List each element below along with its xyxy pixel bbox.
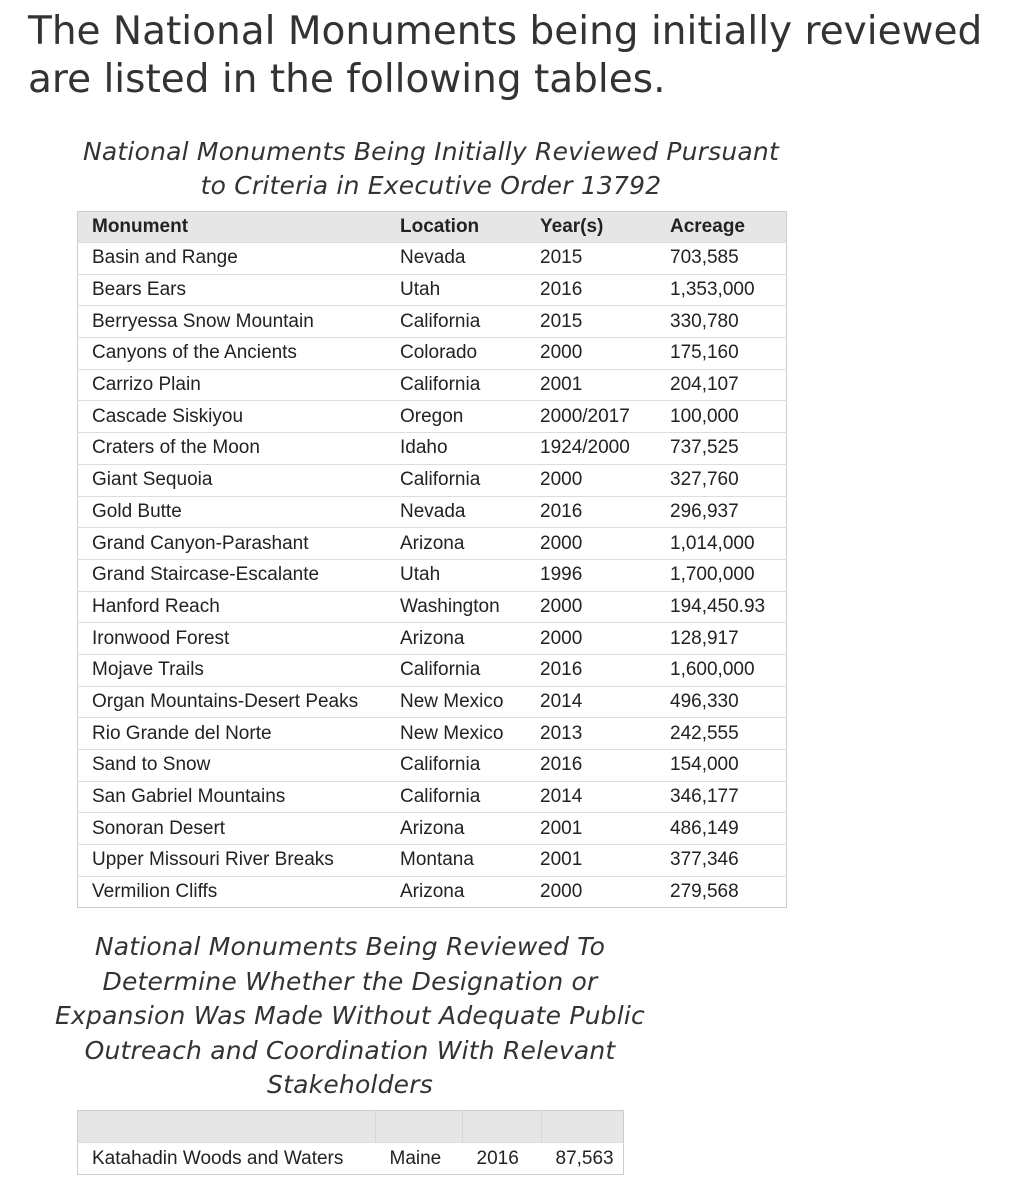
column-header-acreage: Acreage [670, 216, 745, 237]
cell-location: Montana [400, 849, 474, 871]
cell-years: 2015 [540, 247, 583, 269]
cell-location: Nevada [400, 247, 466, 269]
cell-acreage: 330,780 [670, 310, 739, 332]
cell-acreage: 1,014,000 [670, 532, 755, 554]
cell-years: 2016 [540, 500, 583, 522]
table-row [78, 274, 787, 306]
cell-monument: Mojave Trails [92, 659, 204, 681]
cell-location: California [400, 754, 481, 776]
table-row [78, 750, 787, 782]
cell-years: 2000 [540, 532, 583, 554]
cell-acreage: 128,917 [670, 627, 739, 649]
cell-years: 2000 [540, 881, 583, 903]
cell-monument: Gold Butte [92, 500, 182, 522]
cell-location: Washington [400, 595, 500, 617]
cell-location: California [400, 374, 481, 396]
table-row [78, 591, 787, 623]
cell-years: 2000 [540, 595, 583, 617]
cell-monument: Giant Sequoia [92, 469, 213, 491]
monuments-table [77, 211, 787, 908]
cell-acreage: 1,353,000 [670, 279, 755, 301]
cell-monument: Berryessa Snow Mountain [92, 310, 314, 332]
intro-text: The National Monuments being initially reviewed are listed in the following tables. [28, 9, 983, 102]
table-row [78, 369, 787, 401]
cell-acreage: 154,000 [670, 754, 739, 776]
cell-years: 2014 [540, 690, 583, 712]
cell-location: California [400, 659, 481, 681]
cell-acreage: 279,568 [670, 881, 739, 903]
cell-years: 2015 [540, 310, 583, 332]
table-row [78, 623, 787, 655]
cell-monument: Hanford Reach [92, 595, 220, 617]
cell-acreage: 296,937 [670, 500, 739, 522]
cell-years: 1924/2000 [540, 437, 630, 459]
cell-acreage: 496,330 [670, 690, 739, 712]
cell-monument: Craters of the Moon [92, 437, 260, 459]
table-header-row [78, 1111, 624, 1143]
cell-monument: Rio Grande del Norte [92, 722, 272, 744]
cell-monument: Basin and Range [92, 247, 238, 269]
cell-location: Arizona [400, 817, 465, 839]
cell-acreage: 204,107 [670, 374, 739, 396]
table-row [78, 306, 787, 338]
cell-years: 2000 [540, 342, 583, 364]
cell-location: Colorado [400, 342, 478, 364]
table-row [78, 496, 787, 528]
cell-years: 2000/2017 [540, 405, 630, 427]
cell-acreage: 377,346 [670, 849, 739, 871]
cell-monument: Bears Ears [92, 279, 186, 301]
outreach-table [77, 1110, 624, 1175]
cell-location: California [400, 310, 481, 332]
cell-acreage: 703,585 [670, 247, 739, 269]
outreach-table-body [78, 1143, 624, 1175]
cell-monument: Sonoran Desert [92, 817, 226, 839]
cell-location: Arizona [400, 627, 465, 649]
cell-acreage: 737,525 [670, 437, 739, 459]
cell-location: Nevada [400, 500, 466, 522]
cell-location: Arizona [400, 532, 465, 554]
cell-acreage: 1,700,000 [670, 564, 755, 586]
cell-years: 2016 [540, 754, 583, 776]
cell-monument: Cascade Siskiyou [92, 405, 244, 427]
cell-acreage: 242,555 [670, 722, 739, 744]
cell-years: 2001 [540, 849, 583, 871]
cell-location: Oregon [400, 405, 464, 427]
cell-monument: Katahadin Woods and Waters [92, 1147, 344, 1169]
cell-monument: Grand Canyon-Parashant [92, 532, 309, 554]
table-row [78, 686, 787, 718]
column-header-monument: Monument [92, 216, 189, 237]
cell-monument: San Gabriel Mountains [92, 786, 286, 808]
cell-years: 2016 [476, 1147, 519, 1169]
cell-location: California [400, 469, 481, 491]
table-row [78, 781, 787, 813]
cell-location: California [400, 786, 481, 808]
cell-years: 2000 [540, 627, 583, 649]
table-row [78, 433, 787, 465]
table-row [78, 845, 787, 877]
cell-monument: Ironwood Forest [92, 627, 230, 649]
cell-acreage: 327,760 [670, 469, 739, 491]
column-header-empty [376, 1111, 463, 1143]
cell-acreage: 486,149 [670, 817, 739, 839]
cell-monument: Organ Mountains-Desert Peaks [92, 690, 359, 712]
cell-monument: Sand to Snow [92, 754, 211, 776]
cell-location: New Mexico [400, 722, 504, 744]
table-row [78, 654, 787, 686]
cell-monument: Vermilion Cliffs [92, 881, 218, 903]
cell-acreage: 194,450.93 [670, 595, 766, 617]
table-row [78, 718, 787, 750]
cell-years: 2013 [540, 722, 583, 744]
cell-location: Utah [400, 564, 441, 586]
cell-monument: Upper Missouri River Breaks [92, 849, 334, 871]
cell-years: 2016 [540, 279, 583, 301]
table-header-row [78, 212, 787, 243]
cell-acreage: 346,177 [670, 786, 739, 808]
cell-acreage: 100,000 [670, 405, 739, 427]
column-header-empty [463, 1111, 542, 1143]
cell-location: Maine [389, 1147, 442, 1169]
cell-years: 2016 [540, 659, 583, 681]
table-row [78, 338, 787, 370]
table-row [78, 876, 787, 908]
table-row [78, 464, 787, 496]
cell-acreage: 1,600,000 [670, 659, 755, 681]
cell-years: 2000 [540, 469, 583, 491]
cell-location: Utah [400, 279, 441, 301]
column-header-location: Location [400, 216, 480, 237]
cell-years: 2001 [540, 374, 583, 396]
column-header-empty [78, 1111, 376, 1143]
cell-location: New Mexico [400, 690, 504, 712]
table-row [78, 243, 787, 275]
cell-location: Arizona [400, 881, 465, 903]
table-row [78, 528, 787, 560]
table-row [78, 1143, 624, 1175]
cell-years: 2014 [540, 786, 583, 808]
cell-acreage: 87,563 [555, 1147, 614, 1169]
table-row [78, 559, 787, 591]
cell-years: 2001 [540, 817, 583, 839]
table2-caption: National Monuments Being Reviewed To Determine Whether the Designation or Expansion Was Made Without Adequate Public Outreach and Coordination With Relevant Stakeholders [55, 932, 645, 1099]
monuments-table-body [78, 243, 787, 908]
cell-monument: Carrizo Plain [92, 374, 201, 396]
cell-years: 1996 [540, 564, 583, 586]
table-row [78, 401, 787, 433]
cell-monument: Grand Staircase-Escalante [92, 564, 320, 586]
column-header-empty [542, 1111, 624, 1143]
table1-caption: National Monuments Being Initially Reviewed Pursuant to Criteria in Executive Order 13792 [83, 137, 779, 200]
cell-acreage: 175,160 [670, 342, 739, 364]
column-header-years: Year(s) [540, 216, 604, 237]
cell-location: Idaho [400, 437, 448, 459]
cell-monument: Canyons of the Ancients [92, 342, 297, 364]
table-row [78, 813, 787, 845]
